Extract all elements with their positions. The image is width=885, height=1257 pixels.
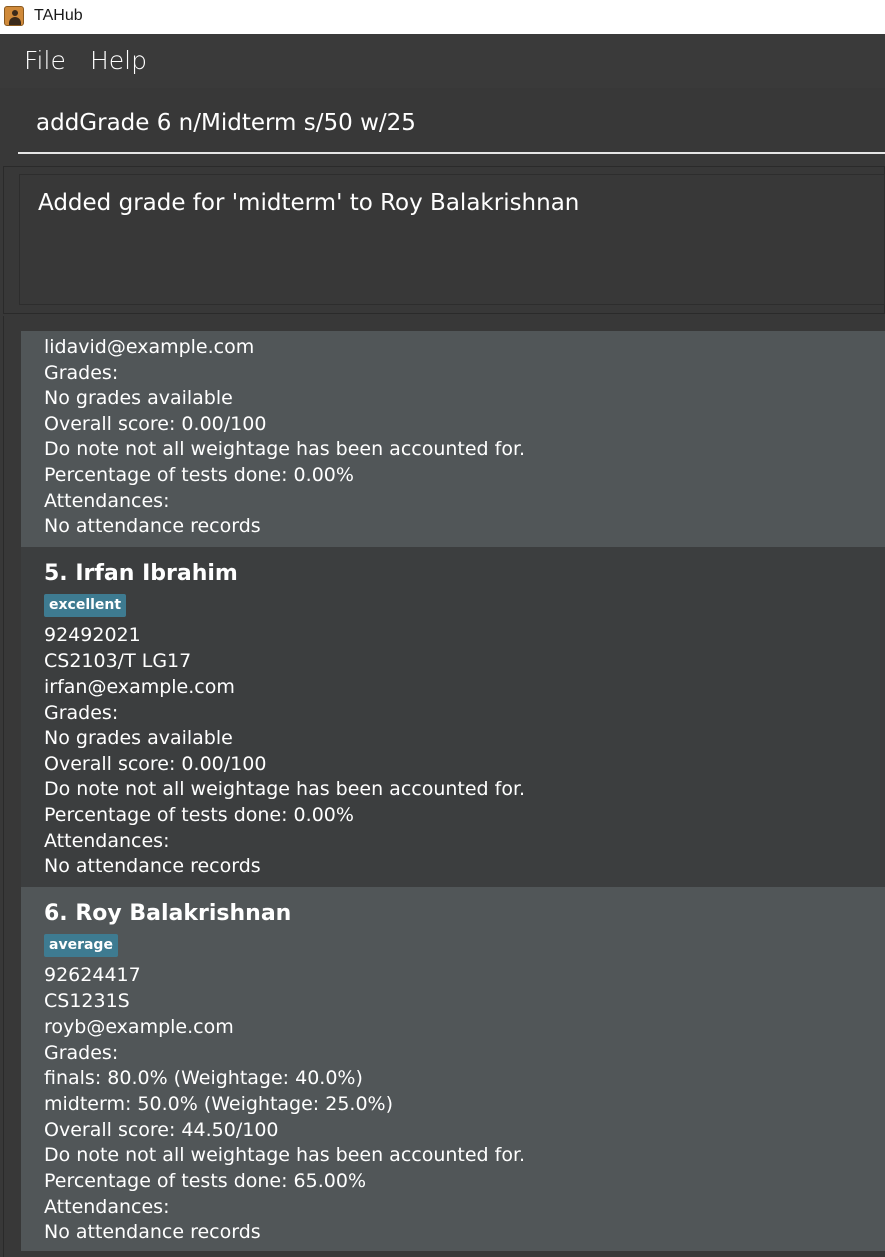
grade-finals: finals: 80.0% (Weightage: 40.0%) (44, 1067, 363, 1089)
module: CS2103/T LG17 (44, 650, 192, 672)
attendances-value: No attendance records (44, 515, 261, 537)
tests-done: Percentage of tests done: 0.00% (44, 464, 354, 486)
weightage-note: Do note not all weightage has been accounted for. (44, 1144, 526, 1166)
phone: 92624417 (44, 964, 141, 986)
module: CS1231S (44, 990, 130, 1012)
result-pane (3, 166, 885, 314)
attendances-label: Attendances: (44, 490, 170, 512)
tag-badge: average (44, 934, 118, 957)
email: lidavid@example.com (44, 336, 255, 358)
grades-label: Grades: (44, 1042, 119, 1064)
overall-score: Overall score: 44.50/100 (44, 1119, 279, 1141)
grades-value: No grades available (44, 727, 233, 749)
email: irfan@example.com (44, 676, 235, 698)
person-name: 6. Roy Balakrishnan (44, 901, 292, 926)
person-card-roy[interactable] (21, 887, 885, 1251)
menu-help[interactable]: Help (90, 46, 147, 75)
grade-midterm: midterm: 50.0% (Weightage: 25.0%) (44, 1093, 394, 1115)
attendances-value: No attendance records (44, 855, 261, 877)
weightage-note: Do note not all weightage has been accounted for. (44, 778, 526, 800)
overall-score: Overall score: 0.00/100 (44, 753, 267, 775)
person-name: 5. Irfan Ibrahim (44, 561, 238, 586)
menu-bar (0, 34, 885, 88)
title-bar (0, 0, 885, 34)
grades-label: Grades: (44, 702, 119, 724)
command-input[interactable] (18, 88, 885, 154)
overall-score: Overall score: 0.00/100 (44, 413, 267, 435)
result-display[interactable] (19, 174, 885, 305)
menu-file[interactable]: File (24, 46, 66, 75)
weightage-note: Do note not all weightage has been accounted for. (44, 438, 526, 460)
window-title: TAHub (34, 7, 83, 24)
attendances-label: Attendances: (44, 830, 170, 852)
command-input-value: addGrade 6 n/Midterm s/50 w/25 (36, 110, 416, 136)
person-card-irfan[interactable] (21, 547, 885, 887)
phone: 92492021 (44, 624, 141, 646)
result-message: Added grade for 'midterm' to Roy Balakrishnan (38, 190, 580, 216)
person-list[interactable] (3, 316, 885, 1257)
command-pane (0, 88, 885, 164)
attendances-label: Attendances: (44, 1196, 170, 1218)
email: royb@example.com (44, 1016, 234, 1038)
grades-label: Grades: (44, 362, 119, 384)
attendances-value: No attendance records (44, 1221, 261, 1243)
tests-done: Percentage of tests done: 0.00% (44, 804, 354, 826)
grades-value: No grades available (44, 387, 233, 409)
app-icon (4, 6, 24, 26)
person-card-partial[interactable] (21, 331, 885, 547)
tag-badge: excellent (44, 594, 126, 617)
tests-done: Percentage of tests done: 65.00% (44, 1170, 367, 1192)
